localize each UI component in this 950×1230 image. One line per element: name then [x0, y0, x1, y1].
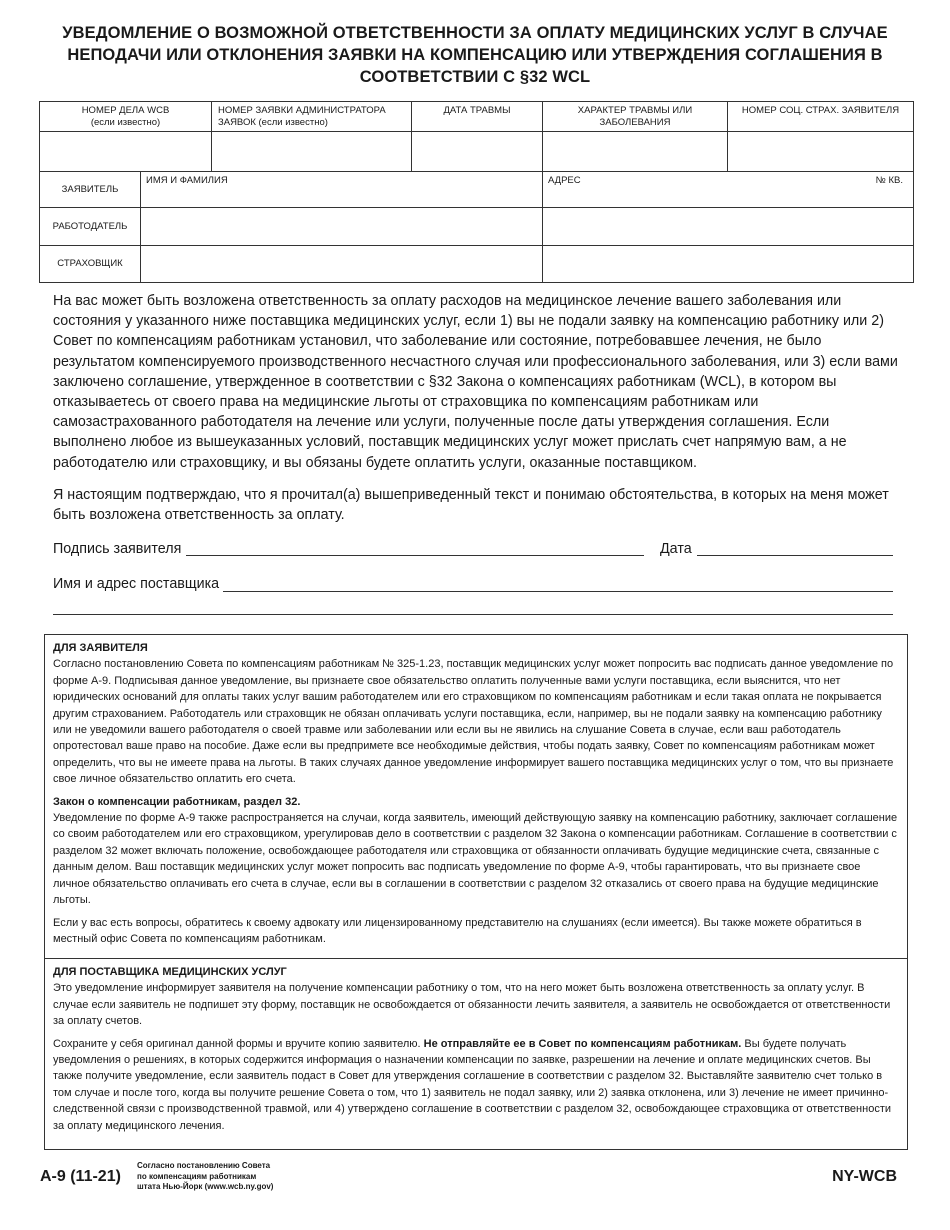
injury-nature-header: ХАРАКТЕР ТРАВМЫ ИЛИ ЗАБОЛЕВАНИЯ [543, 102, 728, 132]
ssn-field[interactable] [728, 132, 914, 172]
form-code: A-9 (11-21) [40, 1168, 121, 1185]
acknowledgement-paragraph: Я настоящим подтверждаю, что я прочитал(а) вышеприведенный текст и понимаю обстоятельства, в которых на меня может быть возложена ответственность за оплату. [53, 486, 889, 524]
claimant-box-paragraph-3: Если у вас есть вопросы, обратитесь к своему адвокату или лицензированному представителю на слушаниях (если имеется). Вы также можете обратиться в местный офис Совета по компенсациям работникам. [53, 916, 862, 945]
ssn-header: НОМЕР СОЦ. СТРАХ. ЗАЯВИТЕЛЯ [728, 102, 914, 132]
footer-note: Согласно постановлению Совета по компенсациям работникам штата Нью-Йорк (www.wcb.ny.gov) [137, 1161, 274, 1191]
employer-name-field[interactable] [141, 208, 543, 246]
apt-label: № КВ. [875, 175, 903, 186]
notice-paragraph: На вас может быть возложена ответственность за оплату расходов на медицинское лечение вашего заболевания или состояния у указанного ниже поставщика медицинских услуг, если 1) вы не подали заявку на компенсацию работнику или 2) Совет по компенсациям работникам установил, что заболевание или состояние, потребовавшее лечения, не было результатом компенсируемого производственного несчастного случая или профессионального заболевания, или 3) если вами заключено соглашение, утвержденное в соответствии с §32 Закона о компенсациях работникам (WCL), в котором вы отказываетесь от своего права на медицинские льготы от страховщика по компенсациям работникам или самозастрахованного работодателя на лечение или услуги, полученные после даты утверждения соглашения. Если выполнено любое из вышеуказанных условий, поставщик медицинских услуг может прислать счет напрямую вам, а не работодателю или страховщику, и вы обязаны будете оплатить услуги, оказанные поставщиком. [53, 293, 898, 471]
provider-box-paragraph-2: Сохраните у себя оригинал данной формы и вручите копию заявителю. Не отправляйте ее в Совет по компенсациям работникам. Вы будете получать уведомления о решениях, в которых содержится информация о назначении компенсации по заявке, разрешении на лечение и оплате медицинских счетов. Вы также получите уведомление, если заявитель подаст в Совет для утверждения соглашение в соответствии с разделом 32. Выставляйте заявителю счет только в том случае и после того, когда вы получите решение Совета о том, что 1) заявитель не подал заявку, или 2) заявка отклонена, или 3) лечение не имеет причинно-следственной связи с производственной травмой, или 4) утверждено соглашение в соответствии с разделом 32, освобождающее страховщика от ответственности за оплату медицинского лечения. [53, 1037, 892, 1132]
employer-label: РАБОТОДАТЕЛЬ [40, 208, 141, 246]
provider-box-heading: ДЛЯ ПОСТАВЩИКА МЕДИЦИНСКИХ УСЛУГ [53, 966, 287, 978]
provider-label: Имя и адрес поставщика [53, 576, 220, 592]
admin-number-field[interactable] [212, 132, 412, 172]
liability-notice-text [53, 291, 903, 525]
insurer-label: СТРАХОВЩИК [40, 246, 141, 283]
section-32-heading: Закон о компенсации работникам, раздел 32. [53, 795, 301, 808]
provider-line-1[interactable] [223, 591, 893, 592]
provider-line-2[interactable] [53, 614, 893, 615]
claimant-box-heading: ДЛЯ ЗАЯВИТЕЛЯ [53, 642, 148, 654]
title-line-3: СООТВЕТСТВИИ С §32 WCL [359, 68, 591, 86]
name-label: ИМЯ И ФАМИЛИЯ [146, 175, 228, 186]
claimant-info-box [44, 634, 908, 959]
provider-box-paragraph-1: Это уведомление информирует заявителя на получение компенсации работнику о том, что на него может быть возложена ответственность за оплату услуг. В случае если заявитель не подпишет эту форму, поставщик не освобождается от обязанности лечить заявителя, а заявитель не освобождается от ответственности за оплату счетов. [53, 982, 891, 1028]
date-line[interactable] [697, 555, 893, 556]
injury-date-header: ДАТА ТРАВМЫ [412, 102, 543, 132]
insurer-name-field[interactable] [141, 246, 543, 283]
insurer-address-field[interactable] [543, 246, 914, 283]
claimant-signature-label: Подпись заявителя [53, 541, 182, 557]
form-title [60, 22, 890, 88]
claimant-name-field[interactable] [141, 172, 543, 208]
injury-nature-field[interactable] [543, 132, 728, 172]
provider-info-box [44, 958, 908, 1150]
claimant-box-paragraph-1: Согласно постановлению Совета по компенсациям работникам № 325-1.23, поставщик медицинских услуг может попросить вас подписать данное уведомление по форме A-9. Подписывая данное уведомление, вы признаете свое обязательство оплатить полученные вами услуги поставщика, если выяснится, что нет юридических оснований для оплаты таких услуг вашим работодателем или его страховщиком по компенсациям работникам и если такая оплата не покрывается другим страхованием. Работодатель или страховщик не обязан оплачивать услуги поставщика, если, например, вы не подали заявку на компенсацию работнику или не уведомили вашего работодателя о своей травме или заболевании или если вы не явились на слушание Совета в случае, если ваш работодатель опротестовал ваше право на пособие. Даже если вы предпримете все необходимые действия, чтобы подать заявку, Совет по компенсациям работникам может определить, что вы не имеете права на льготы. В таких случаях данное уведомление информирует вашего поставщика медицинских услуг о том, что вы признаете свое личное обязательство оплатить его счета. [53, 658, 894, 786]
claim-info-table [39, 101, 914, 283]
title-line-2: НЕПОДАЧИ ИЛИ ОТКЛОНЕНИЯ ЗАЯВКИ НА КОМПЕНСАЦИЮ ИЛИ УТВЕРЖДЕНИЯ СОГЛАШЕНИЯ В [67, 46, 883, 64]
claimant-address-field[interactable] [543, 172, 914, 208]
org-code: NY-WCB [832, 1168, 897, 1185]
case-number-field[interactable] [40, 132, 212, 172]
address-label: АДРЕС [548, 175, 581, 186]
date-label: Дата [660, 541, 692, 557]
do-not-send-warning: Не отправляйте ее в Совет по компенсациям работникам. [423, 1037, 742, 1050]
claimant-signature-line[interactable] [186, 555, 644, 556]
case-number-header: НОМЕР ДЕЛА WCB (если известно) [40, 102, 212, 132]
employer-address-field[interactable] [543, 208, 914, 246]
injury-date-field[interactable] [412, 132, 543, 172]
claimant-box-paragraph-2: Уведомление по форме A-9 также распространяется на случаи, когда заявитель, имеющий действующую заявку на компенсацию работнику, заключает соглашение со своим работодателем или его страховщиком, урегулировав дело в соответствии с разделом 32 Закона о компенсации работникам. Соглашение в соответствии с разделом 32 может включать положение, освобождающее работодателя или страховщика от обязанности оплачивать будущие медицинские счета, связанные с данным делом. Ваш поставщик медицинских услуг может попросить вас подписать уведомление по форме A-9, чтобы гарантировать, что вы признаете свое личное обязательство оплачивать его счета в случае, если вы в соглашении в соответствии с разделом 32 отказались от своего права на будущие медицинские льготы. [53, 812, 898, 907]
claimant-label: ЗАЯВИТЕЛЬ [40, 172, 141, 208]
admin-number-header: НОМЕР ЗАЯВКИ АДМИНИСТРАТОРА ЗАЯВОК (если известно) [212, 102, 412, 132]
title-line-1: УВЕДОМЛЕНИЕ О ВОЗМОЖНОЙ ОТВЕТСТВЕННОСТИ ЗА ОПЛАТУ МЕДИЦИНСКИХ УСЛУГ В СЛУЧАЕ [62, 24, 888, 42]
